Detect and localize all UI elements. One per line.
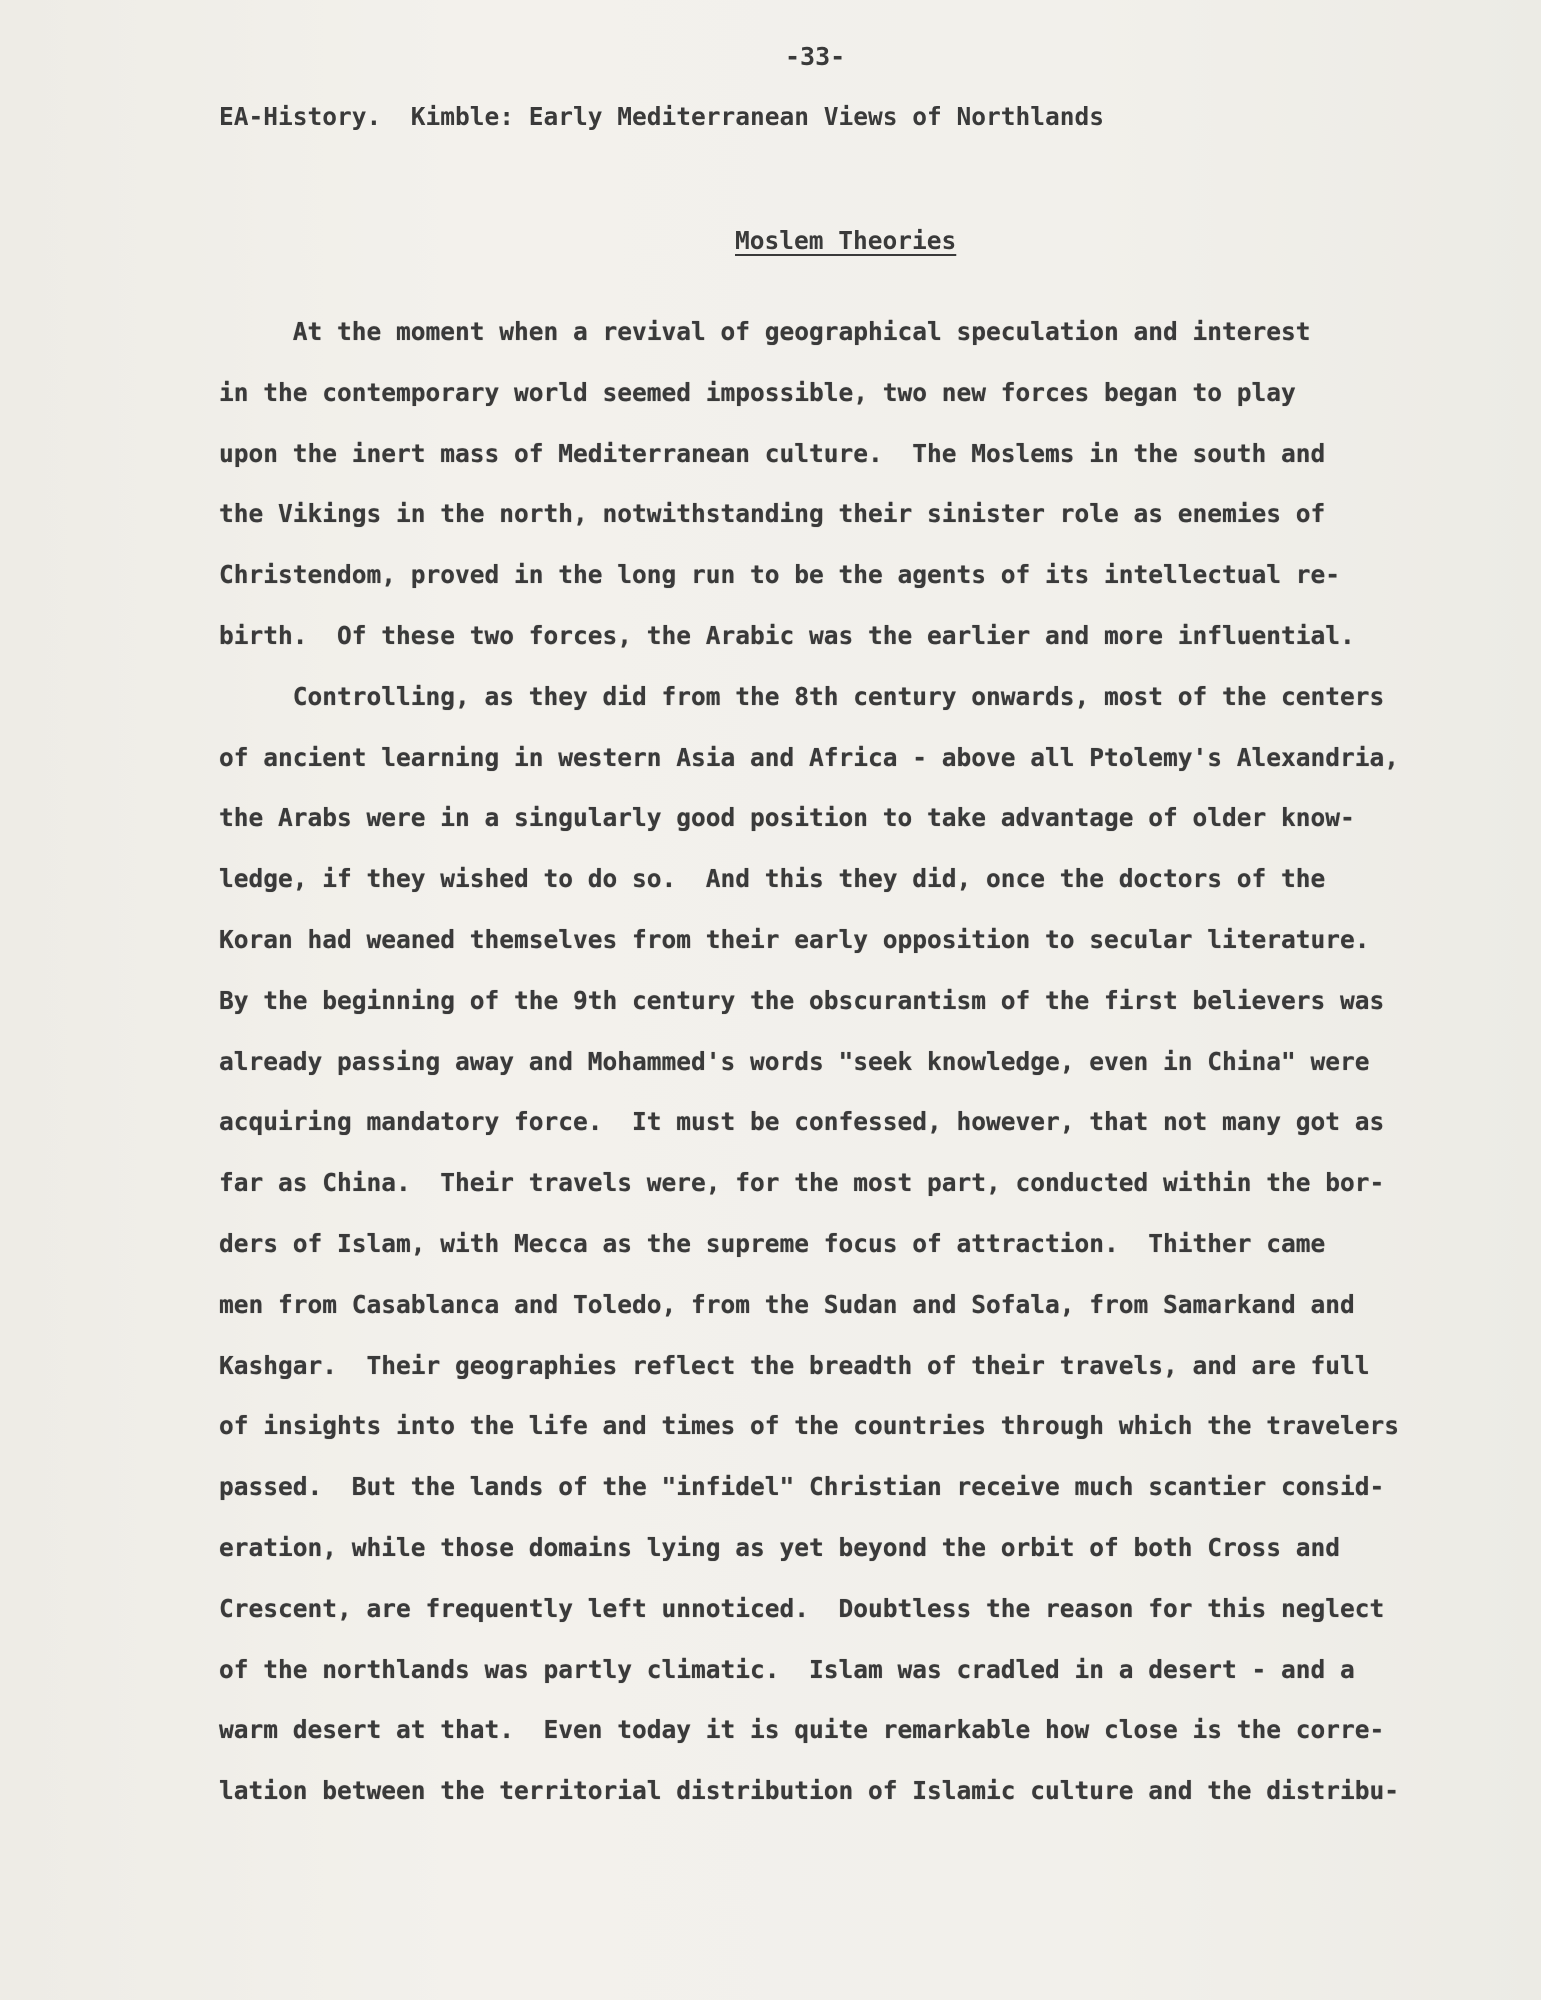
text-line: Controlling, as they did from the 8th century onwards, most of the centers	[219, 681, 1385, 711]
text-line: of ancient learning in western Asia and Africa - above all Ptolemy's Alexandria,	[219, 742, 1400, 772]
text-line: warm desert at that. Even today it is quite remarkable how close is the corre-	[219, 1715, 1385, 1745]
text-line: At the moment when a revival of geographical speculation and interest	[219, 317, 1311, 346]
text-line: passed. But the lands of the "infidel" Christian receive much scantier consid-	[219, 1472, 1385, 1502]
text-line: acquiring mandatory force. It must be confessed, however, that not many got as	[219, 1107, 1385, 1137]
page-number: -33-	[785, 42, 846, 71]
section-title: Moslem Theories	[735, 226, 957, 255]
text-line: Koran had weaned themselves from their early opposition to secular literature.	[219, 924, 1370, 954]
text-line: the Vikings in the north, notwithstanding their sinister role as enemies of	[219, 499, 1326, 529]
text-line: upon the inert mass of Mediterranean culture. The Moslems in the south and	[219, 438, 1326, 468]
text-line: Christendom, proved in the long run to be the agents of its intellectual re-	[219, 560, 1341, 590]
text-line: the Arabs were in a singularly good position to take advantage of older know-	[219, 803, 1355, 833]
text-line: men from Casablanca and Toledo, from the Sudan and Sofala, from Samarkand and	[219, 1289, 1355, 1319]
text-line: of insights into the life and times of the countries through which the travelers	[219, 1411, 1400, 1441]
running-head: EA-History. Kimble: Early Mediterranean Views of Northlands	[219, 102, 1105, 131]
text-line: of the northlands was partly climatic. Islam was cradled in a desert - and a	[219, 1654, 1355, 1684]
text-line: ders of Islam, with Mecca as the supreme focus of attraction. Thither came	[219, 1228, 1326, 1258]
text-line: lation between the territorial distribution of Islamic culture and the distribu-	[219, 1776, 1400, 1806]
text-line: Kashgar. Their geographies reflect the breadth of their travels, and are full	[219, 1350, 1370, 1380]
text-line: ledge, if they wished to do so. And this they did, once the doctors of the	[219, 864, 1326, 894]
text-line: Crescent, are frequently left unnoticed. Doubtless the reason for this neglect	[219, 1593, 1385, 1623]
text-line: birth. Of these two forces, the Arabic was the earlier and more influential.	[219, 620, 1355, 650]
text-line: By the beginning of the 9th century the obscurantism of the first believers was	[219, 985, 1385, 1015]
body-text	[219, 312, 1449, 1832]
text-line: already passing away and Mohammed's words "seek knowledge, even in China" were	[219, 1046, 1370, 1076]
text-line: eration, while those domains lying as yet beyond the orbit of both Cross and	[219, 1532, 1341, 1562]
text-line: in the contemporary world seemed impossible, two new forces began to play	[219, 377, 1296, 407]
text-line: far as China. Their travels were, for the most part, conducted within the bor-	[219, 1168, 1385, 1198]
